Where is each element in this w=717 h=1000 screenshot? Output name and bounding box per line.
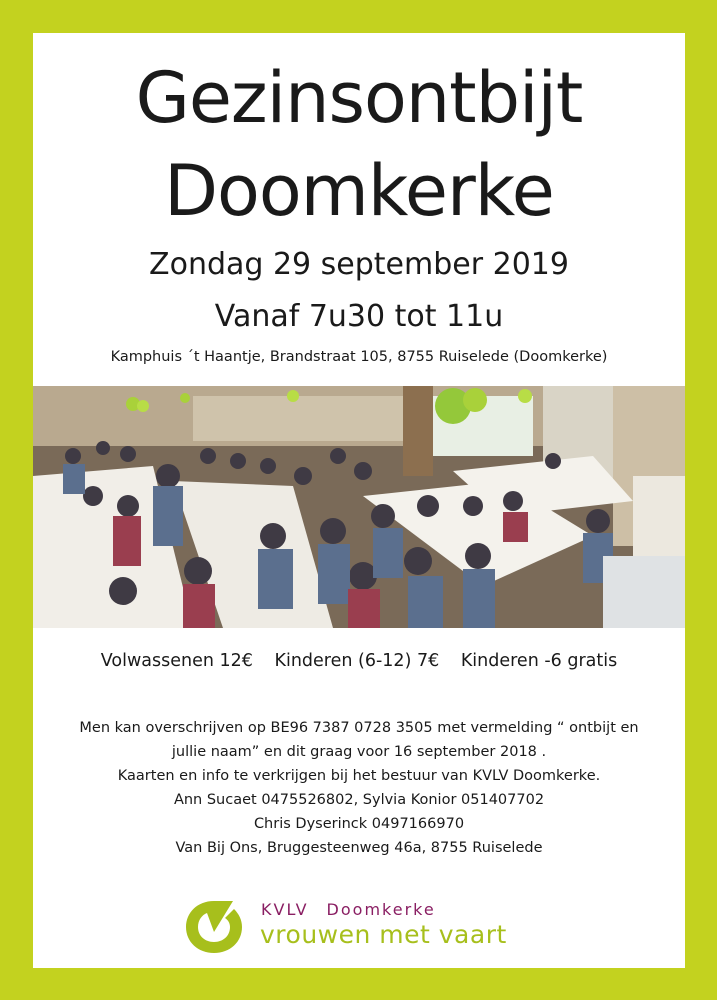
info-line: Ann Sucaet 0475526802, Sylvia Konior 051407702	[173, 792, 545, 808]
info-line: Kaarten en info te verkrijgen bij het bestuur van KVLV Doomkerke.	[117, 768, 601, 784]
price-small-children: Kinderen -6 gratis	[460, 651, 618, 671]
info-block	[43, 716, 675, 860]
logo-tagline: vrouwen met vaart	[260, 920, 507, 949]
event-date: Zondag 29 september 2019	[149, 247, 569, 282]
title-line-2: Doomkerke	[164, 150, 554, 232]
logo-place: Doomkerke	[326, 900, 436, 919]
info-line: Chris Dyserinck 0497166970	[253, 816, 465, 832]
event-photo	[33, 386, 685, 628]
logo-org-line	[261, 900, 436, 919]
kvlv-logo	[183, 898, 543, 956]
price-list	[33, 649, 685, 673]
kvlv-v-icon	[183, 898, 245, 956]
breakfast-hall-photo	[33, 386, 685, 628]
logo-org: KVLV	[261, 900, 309, 919]
event-address: Kamphuis ´t Haantje, Brandstraat 105, 8755 Ruiselede (Doomkerke)	[110, 349, 608, 365]
price-children: Kinderen (6-12) 7€	[274, 651, 440, 671]
title-line-1: Gezinsontbijt	[135, 57, 583, 139]
poster-page	[33, 33, 685, 968]
info-line: Van Bij Ons, Bruggesteenweg 46a, 8755 Ruiselede	[175, 840, 543, 856]
info-line: jullie naam” en dit graag voor 16 september 2018 .	[171, 744, 547, 760]
info-line: Men kan overschrijven op BE96 7387 0728 3505 met vermelding “ ontbijt en	[79, 720, 639, 736]
price-adults: Volwassenen 12€	[100, 651, 253, 671]
event-time: Vanaf 7u30 tot 11u	[214, 299, 504, 334]
